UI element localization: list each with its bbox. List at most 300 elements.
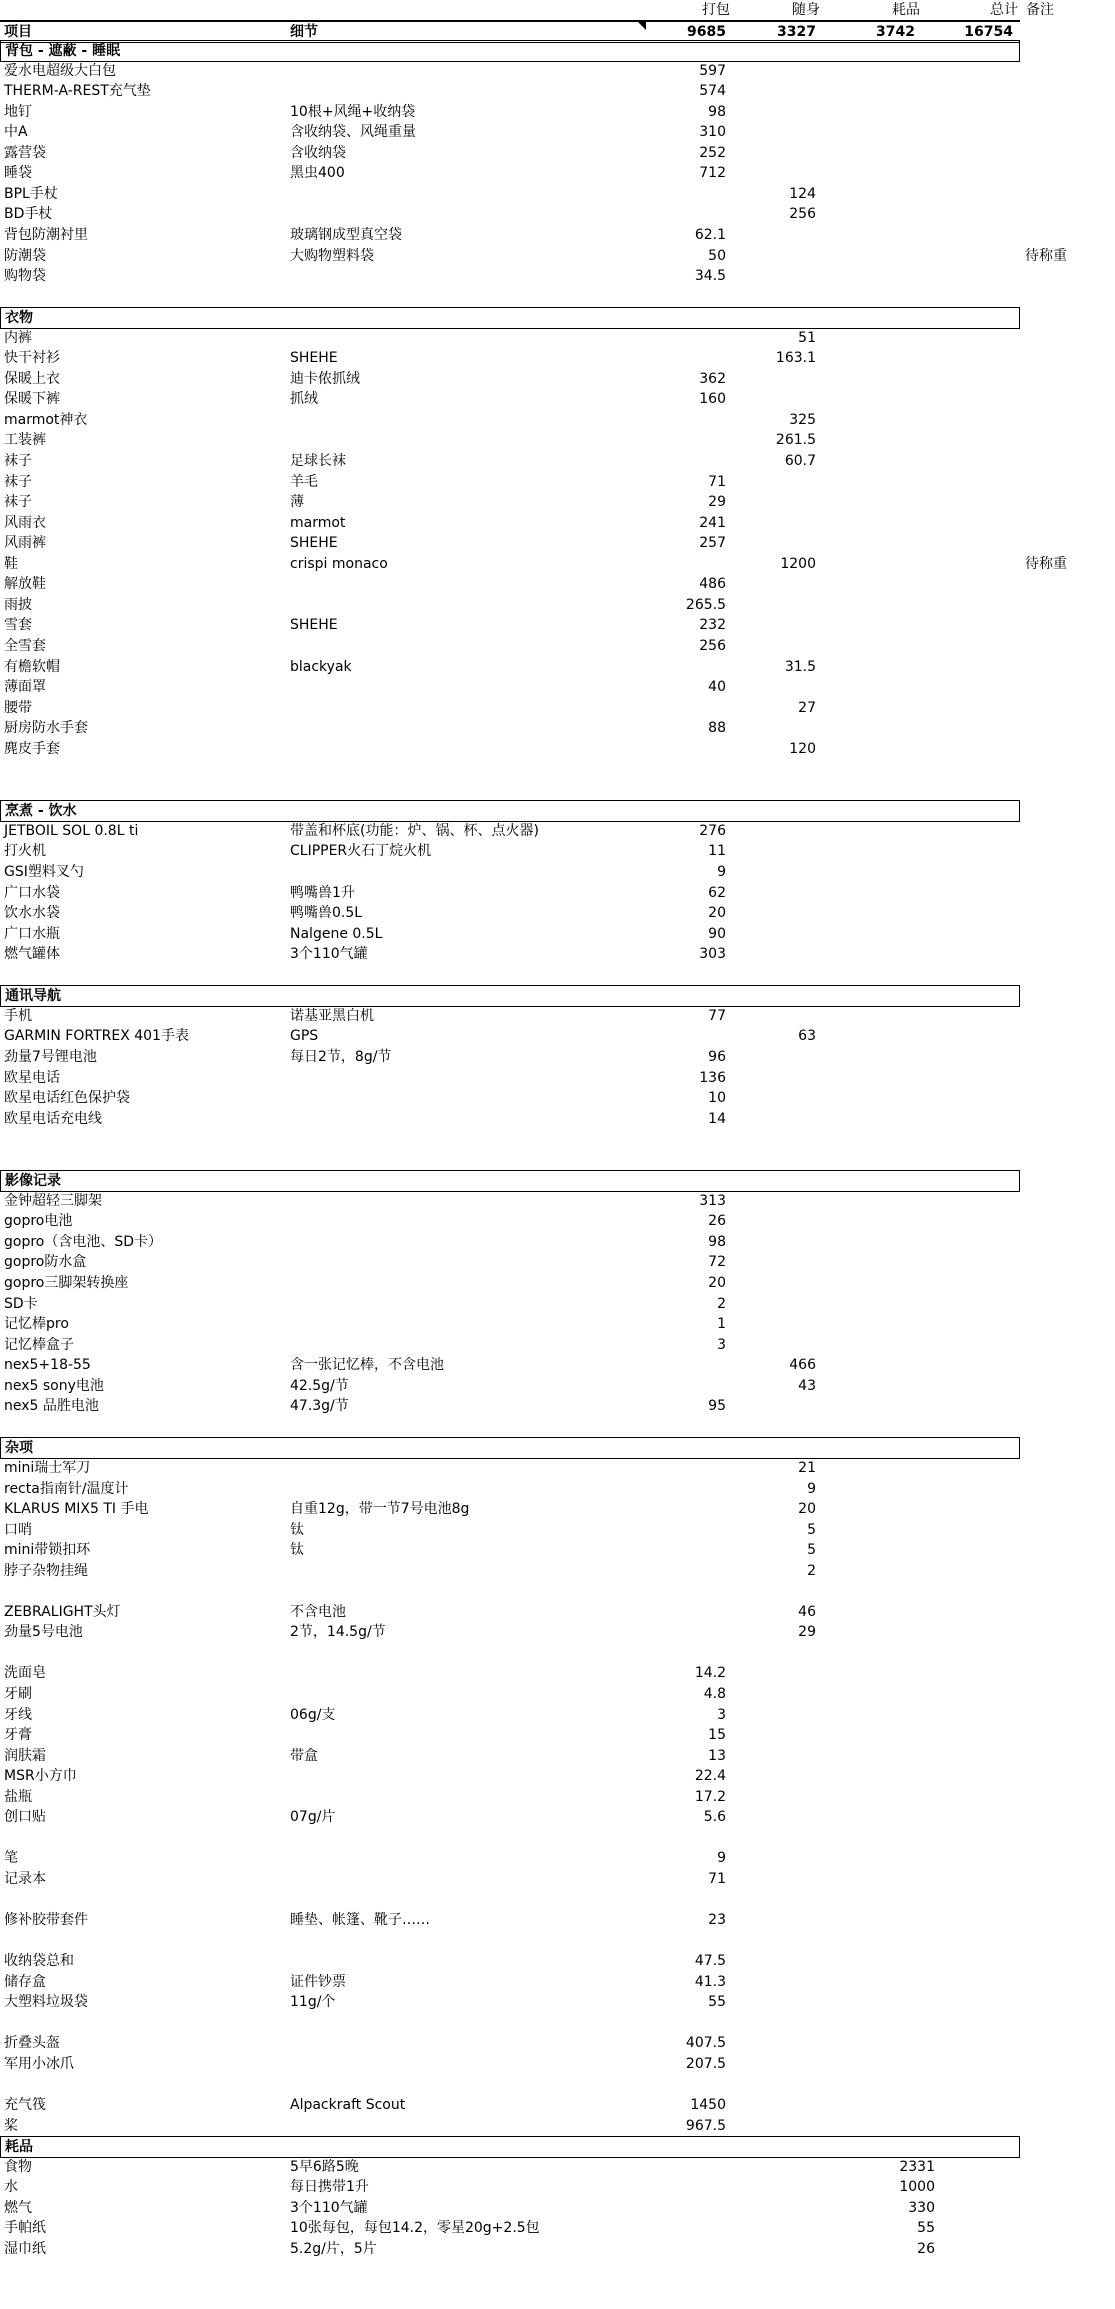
pack-weight: 276	[699, 822, 726, 839]
item-name: 食物	[4, 2158, 32, 2175]
item-detail: 羊毛	[290, 473, 318, 490]
pack-weight: 15	[708, 1727, 726, 1744]
item-detail: CLIPPER火石丁烷火机	[290, 843, 432, 860]
pack-weight: 13	[708, 1747, 726, 1764]
section-title: 烹煮 - 饮水	[5, 803, 77, 820]
item-name: 记忆棒pro	[4, 1316, 69, 1333]
table-row[interactable]	[0, 2177, 1115, 2197]
section-header	[0, 985, 1020, 1007]
table-row[interactable]	[0, 389, 1115, 409]
pack-weight: 1450	[690, 2097, 726, 2113]
item-detail: 10张每包，每包14.2，零星20g+2.5包	[290, 2220, 540, 2237]
pack-weight: 98	[708, 1233, 726, 1250]
col-item-header[interactable]: 项目	[4, 24, 32, 40]
item-name: THERM-A-REST充气垫	[4, 83, 151, 100]
table-row[interactable]	[0, 1869, 1115, 1889]
pack-weight: 2	[717, 1295, 726, 1312]
pack-weight: 967.5	[685, 2117, 726, 2134]
pack-weight: 20	[708, 905, 726, 922]
item-name: 雪套	[4, 617, 32, 634]
table-row[interactable]	[0, 1068, 1115, 1088]
item-detail: 3个110气罐	[290, 946, 368, 963]
carry-weight: 120	[789, 740, 816, 757]
item-name: 露营袋	[4, 144, 46, 161]
item-detail: crispi monaco	[290, 555, 388, 572]
item-name: 欧星电话充电线	[4, 1110, 102, 1127]
pack-weight: 23	[708, 1912, 726, 1929]
table-row[interactable]	[0, 739, 1115, 759]
table-row[interactable]	[0, 1910, 1115, 1930]
table-row[interactable]	[0, 1047, 1115, 1067]
pack-weight: 77	[708, 1007, 726, 1024]
pack-weight: 10	[708, 1090, 726, 1107]
table-row[interactable]	[0, 1335, 1115, 1355]
table-row[interactable]	[0, 1643, 1115, 1663]
carry-weight: 261.5	[775, 432, 816, 449]
table-row[interactable]	[0, 944, 1115, 964]
total-carry: 3327	[777, 24, 816, 40]
carry-weight: 51	[798, 329, 816, 346]
item-detail: 足球长袜	[290, 453, 346, 469]
pack-weight: 4.8	[703, 1686, 726, 1702]
item-name: 创口贴	[4, 1809, 46, 1826]
item-name: recta指南针/温度计	[4, 1480, 129, 1497]
pack-weight: 362	[699, 370, 726, 387]
table-row[interactable]	[0, 1951, 1115, 1971]
item-name: 盐瓶	[4, 1788, 32, 1805]
section-header	[0, 800, 1020, 822]
item-name: 麂皮手套	[4, 740, 60, 757]
item-detail: 证件钞票	[290, 1973, 346, 1990]
total-pack: 9685	[687, 24, 726, 40]
item-detail: 钛	[290, 1521, 304, 1538]
item-detail: 薄	[290, 494, 304, 511]
table-row[interactable]	[0, 924, 1115, 944]
table-row[interactable]	[0, 554, 1115, 574]
carry-weight: 46	[798, 1603, 816, 1620]
table-row[interactable]	[0, 615, 1115, 635]
table-row[interactable]	[0, 266, 1115, 286]
item-name: 雨披	[4, 596, 32, 613]
item-detail: 10根+风绳+收纳袋	[290, 103, 416, 120]
header-top-row	[0, 0, 1115, 20]
pack-weight: 252	[699, 144, 726, 161]
pack-weight: 407.5	[685, 2035, 726, 2052]
item-name: 饮水水袋	[4, 905, 60, 922]
pack-weight: 95	[708, 1398, 726, 1415]
item-name: 防潮袋	[4, 247, 46, 264]
item-detail: 大购物塑料袋	[290, 247, 374, 264]
pack-weight: 47.5	[694, 1953, 726, 1970]
item-name: JETBOIL SOL 0.8L ti	[4, 822, 139, 839]
item-detail: SHEHE	[290, 535, 338, 552]
table-row[interactable]	[0, 328, 1115, 348]
table-row[interactable]	[0, 2198, 1115, 2218]
table-row[interactable]	[0, 61, 1115, 81]
consumable-weight: 26	[917, 2240, 935, 2257]
table-row[interactable]	[0, 1211, 1115, 1231]
table-row[interactable]	[0, 1026, 1115, 1046]
item-name: 劲量5号电池	[4, 1624, 83, 1641]
table-row[interactable]	[0, 1273, 1115, 1293]
pack-weight: 597	[699, 62, 726, 79]
item-name: 广口水袋	[4, 884, 60, 901]
table-row[interactable]	[0, 2116, 1115, 2136]
item-detail: GPS	[290, 1028, 319, 1045]
carry-weight: 20	[798, 1501, 816, 1518]
table-row[interactable]	[0, 2074, 1115, 2094]
pack-weight: 14	[708, 1110, 726, 1127]
carry-weight: 325	[789, 411, 816, 428]
table-row[interactable]	[0, 1109, 1115, 1129]
table-row[interactable]	[0, 472, 1115, 492]
pack-weight: 71	[708, 1870, 726, 1887]
table-row[interactable]	[0, 595, 1115, 615]
item-name: 储存盒	[4, 1973, 46, 1990]
table-row[interactable]	[0, 1006, 1115, 1026]
table-row[interactable]	[0, 1561, 1115, 1581]
pack-weight: 257	[699, 535, 726, 552]
item-name: marmot神衣	[4, 411, 88, 428]
table-row[interactable]	[0, 2095, 1115, 2115]
item-detail: 玻璃钢成型真空袋	[290, 226, 402, 243]
item-detail: 鸭嘴兽1升	[290, 884, 355, 901]
pack-weight: 256	[699, 637, 726, 654]
consumable-weight: 2331	[899, 2158, 935, 2175]
item-name: 背包防潮衬里	[4, 226, 88, 243]
col-detail-header[interactable]: 细节	[290, 24, 318, 40]
carry-weight: 60.7	[784, 453, 816, 469]
item-detail: 黑虫400	[290, 165, 345, 182]
table-row[interactable]	[0, 348, 1115, 368]
item-name: 腰带	[4, 699, 32, 716]
item-name: 润肤霜	[4, 1747, 46, 1764]
table-row[interactable]	[0, 430, 1115, 450]
item-name: 袜子	[4, 473, 32, 490]
section-title: 影像记录	[5, 1173, 61, 1190]
item-name: 快干衬衫	[4, 350, 60, 367]
item-name: 记录本	[4, 1870, 46, 1887]
table-row[interactable]	[0, 1520, 1115, 1540]
carry-weight: 31.5	[784, 658, 816, 675]
item-detail: 47.3g/节	[290, 1398, 349, 1415]
item-name: mini带锁扣环	[4, 1542, 91, 1559]
pack-weight: 40	[708, 679, 726, 696]
table-row[interactable]	[0, 1828, 1115, 1848]
item-name: 欧星电话	[4, 1069, 60, 1086]
item-name: 袜子	[4, 453, 32, 469]
section-header	[0, 307, 1020, 329]
table-row[interactable]	[0, 1191, 1115, 1211]
item-name: 手机	[4, 1007, 32, 1024]
item-detail: 06g/支	[290, 1706, 336, 1723]
item-name: 口哨	[4, 1521, 32, 1538]
table-row[interactable]	[0, 1972, 1115, 1992]
table-row[interactable]	[0, 1499, 1115, 1519]
item-name: 金钟超轻三脚架	[4, 1192, 102, 1209]
pack-weight: 34.5	[694, 268, 726, 285]
section-title: 耗品	[5, 2139, 33, 2156]
item-name: 有檐软帽	[4, 658, 60, 675]
carry-weight: 29	[798, 1624, 816, 1641]
col-total-header[interactable]: 总计	[990, 2, 1018, 18]
table-row[interactable]	[0, 410, 1115, 430]
item-detail: 每日携带1升	[290, 2179, 369, 2196]
pack-weight: 72	[708, 1254, 726, 1271]
table-row[interactable]	[0, 122, 1115, 142]
carry-weight: 256	[789, 206, 816, 223]
section-header	[0, 2136, 1020, 2158]
pack-weight: 96	[708, 1048, 726, 1065]
col-note-header[interactable]: 备注	[1026, 2, 1054, 18]
item-name: 爱水电超级大白包	[4, 62, 116, 79]
item-name: 收纳袋总和	[4, 1953, 74, 1970]
section-title: 通讯导航	[5, 988, 61, 1005]
item-note: 待称重	[1025, 555, 1067, 572]
table-row[interactable]	[0, 1766, 1115, 1786]
pack-weight: 1	[717, 1316, 726, 1333]
table-row[interactable]	[0, 492, 1115, 512]
item-name: 脖子杂物挂绳	[4, 1562, 88, 1579]
table-row[interactable]	[0, 883, 1115, 903]
consumable-weight: 55	[917, 2220, 935, 2237]
item-name: ZEBRALIGHT头灯	[4, 1603, 121, 1620]
col-carry-header[interactable]: 随身	[792, 2, 820, 18]
pack-weight: 712	[699, 165, 726, 182]
item-name: 厨房防水手套	[4, 720, 88, 737]
item-name: nex5+18-55	[4, 1357, 91, 1374]
section-title: 杂项	[5, 1440, 33, 1457]
table-row[interactable]	[0, 204, 1115, 224]
item-detail: Nalgene 0.5L	[290, 925, 383, 942]
pack-weight: 265.5	[685, 596, 726, 613]
pack-weight: 29	[708, 494, 726, 511]
table-row[interactable]	[0, 369, 1115, 389]
pack-weight: 9	[717, 1850, 726, 1867]
table-row[interactable]	[0, 1602, 1115, 1622]
table-row[interactable]	[0, 451, 1115, 471]
table-row[interactable]	[0, 1232, 1115, 1252]
table-row[interactable]	[0, 1355, 1115, 1375]
item-name: 解放鞋	[4, 576, 46, 593]
table-row[interactable]	[0, 2218, 1115, 2238]
carry-weight: 466	[789, 1357, 816, 1374]
table-row[interactable]	[0, 636, 1115, 656]
pack-weight: 241	[699, 514, 726, 531]
item-name: 牙线	[4, 1706, 32, 1723]
table-row[interactable]	[0, 184, 1115, 204]
table-row[interactable]	[0, 1581, 1115, 1601]
pack-weight: 486	[699, 576, 726, 593]
table-row[interactable]	[0, 574, 1115, 594]
table-row[interactable]	[0, 81, 1115, 101]
item-name: GARMIN FORTREX 401手表	[4, 1028, 189, 1045]
col-pack-header[interactable]: 打包	[702, 2, 730, 18]
table-row[interactable]	[0, 1458, 1115, 1478]
table-row[interactable]	[0, 2013, 1115, 2033]
table-row[interactable]	[0, 718, 1115, 738]
table-row[interactable]	[0, 1787, 1115, 1807]
item-name: MSR小方巾	[4, 1768, 77, 1785]
table-row[interactable]	[0, 657, 1115, 677]
pack-weight: 90	[708, 925, 726, 942]
item-detail: 迪卡侬抓绒	[290, 370, 360, 387]
pack-weight: 98	[708, 103, 726, 120]
table-row[interactable]	[0, 225, 1115, 245]
item-name: 保暖下裤	[4, 391, 60, 408]
item-name: 牙膏	[4, 1727, 32, 1744]
item-detail: 睡垫、帐篷、靴子……	[290, 1912, 430, 1929]
table-row[interactable]	[0, 1479, 1115, 1499]
item-detail: 带盒	[290, 1747, 318, 1764]
table-row[interactable]	[0, 841, 1115, 861]
pack-weight: 62.1	[694, 226, 726, 243]
pack-weight: 313	[699, 1192, 726, 1209]
section-title: 衣物	[5, 310, 33, 327]
carry-weight: 2	[807, 1562, 816, 1579]
item-name: 全雪套	[4, 637, 46, 654]
item-name: 风雨裤	[4, 535, 46, 552]
item-name: 睡袋	[4, 165, 32, 182]
pack-weight: 232	[699, 617, 726, 634]
pack-weight: 41.3	[694, 1973, 726, 1990]
section-title: 背包 - 遮蔽 - 睡眠	[5, 43, 121, 59]
consumable-weight: 330	[908, 2199, 935, 2216]
table-row[interactable]	[0, 1252, 1115, 1272]
pack-weight: 88	[708, 720, 726, 737]
table-row[interactable]	[0, 1088, 1115, 1108]
item-name: BPL手杖	[4, 185, 58, 202]
section-header	[0, 1170, 1020, 1192]
pack-weight: 3	[717, 1706, 726, 1723]
table-row[interactable]	[0, 1992, 1115, 2012]
table-row[interactable]	[0, 533, 1115, 553]
table-row[interactable]	[0, 1725, 1115, 1745]
pack-weight: 136	[699, 1069, 726, 1086]
table-row[interactable]	[0, 2157, 1115, 2177]
item-detail: 鸭嘴兽0.5L	[290, 905, 363, 922]
item-name: 牙刷	[4, 1686, 32, 1702]
pack-weight: 303	[699, 946, 726, 963]
pack-weight: 26	[708, 1213, 726, 1230]
table-row[interactable]	[0, 246, 1115, 266]
item-detail: 2节，14.5g/节	[290, 1624, 386, 1641]
item-name: 洗面皂	[4, 1665, 46, 1682]
item-detail: 钛	[290, 1542, 304, 1559]
item-detail: 含收纳袋	[290, 144, 346, 161]
table-row[interactable]	[0, 1684, 1115, 1704]
table-row[interactable]	[0, 513, 1115, 533]
item-name: 军用小冰爪	[4, 2055, 74, 2072]
carry-weight: 9	[807, 1480, 816, 1497]
table-row[interactable]	[0, 1663, 1115, 1683]
item-name: 充气筏	[4, 2097, 46, 2113]
item-name: nex5 sony电池	[4, 1377, 104, 1394]
table-row[interactable]	[0, 1705, 1115, 1725]
carry-weight: 124	[789, 185, 816, 202]
table-row[interactable]	[0, 903, 1115, 923]
table-row[interactable]	[0, 2239, 1115, 2259]
table-row[interactable]	[0, 1294, 1115, 1314]
item-name: 桨	[4, 2117, 18, 2134]
filter-dropdown-icon[interactable]	[638, 22, 646, 30]
item-detail: 每日2节，8g/节	[290, 1048, 392, 1065]
total-consumable: 3742	[876, 24, 915, 40]
item-name: 中A	[4, 124, 28, 141]
total-total: 16754	[964, 24, 1013, 40]
item-name: 折叠头盔	[4, 2035, 60, 2052]
table-row[interactable]	[0, 1396, 1115, 1416]
item-name: 地钉	[4, 103, 32, 120]
item-name: 欧星电话红色保护袋	[4, 1090, 130, 1107]
carry-weight: 163.1	[775, 350, 816, 367]
item-detail: 42.5g/节	[290, 1377, 349, 1394]
col-consumable-header[interactable]: 耗品	[892, 2, 920, 18]
consumable-weight: 1000	[899, 2179, 935, 2196]
table-row[interactable]	[0, 143, 1115, 163]
item-name: BD手杖	[4, 206, 53, 223]
pack-weight: 3	[717, 1336, 726, 1353]
item-detail: blackyak	[290, 658, 352, 675]
table-row[interactable]	[0, 698, 1115, 718]
carry-weight: 1200	[780, 555, 816, 572]
table-row[interactable]	[0, 2033, 1115, 2053]
table-row[interactable]	[0, 1848, 1115, 1868]
table-row[interactable]	[0, 163, 1115, 183]
item-detail: 含收纳袋、风绳重量	[290, 124, 416, 141]
item-name: nex5 品胜电池	[4, 1398, 99, 1415]
table-row[interactable]	[0, 1622, 1115, 1642]
item-name: 燃气罐体	[4, 946, 60, 963]
item-detail: 11g/个	[290, 1994, 336, 2011]
table-row[interactable]	[0, 1931, 1115, 1951]
table-row[interactable]	[0, 102, 1115, 122]
pack-weight: 160	[699, 391, 726, 408]
table-row[interactable]	[0, 821, 1115, 841]
table-row[interactable]	[0, 1540, 1115, 1560]
table-row[interactable]	[0, 677, 1115, 697]
pack-weight: 9	[717, 864, 726, 880]
pack-weight: 20	[708, 1275, 726, 1291]
item-name: 湿巾纸	[4, 2240, 46, 2257]
carry-weight: 5	[807, 1521, 816, 1538]
carry-weight: 5	[807, 1542, 816, 1559]
item-name: SD卡	[4, 1295, 38, 1312]
item-name: 劲量7号锂电池	[4, 1048, 97, 1065]
table-row[interactable]	[0, 1746, 1115, 1766]
table-row[interactable]	[0, 2054, 1115, 2074]
item-name: 记忆棒盒子	[4, 1336, 74, 1353]
pack-weight: 574	[699, 83, 726, 100]
item-name: 袜子	[4, 494, 32, 511]
item-name: 购物袋	[4, 268, 46, 285]
pack-weight: 207.5	[685, 2055, 726, 2072]
item-name: gopro（含电池、SD卡）	[4, 1233, 163, 1250]
table-row[interactable]	[0, 862, 1115, 882]
table-row[interactable]	[0, 1807, 1115, 1827]
pack-weight: 17.2	[694, 1788, 726, 1805]
table-row[interactable]	[0, 1314, 1115, 1334]
section-header	[0, 40, 1020, 62]
item-name: GSI塑料叉勺	[4, 864, 84, 880]
item-name: 风雨衣	[4, 514, 46, 531]
pack-weight: 71	[708, 473, 726, 490]
table-row[interactable]	[0, 1376, 1115, 1396]
table-row[interactable]	[0, 1890, 1115, 1910]
item-detail: 抓绒	[290, 391, 318, 408]
pack-weight: 55	[708, 1994, 726, 2011]
item-detail: marmot	[290, 514, 346, 531]
